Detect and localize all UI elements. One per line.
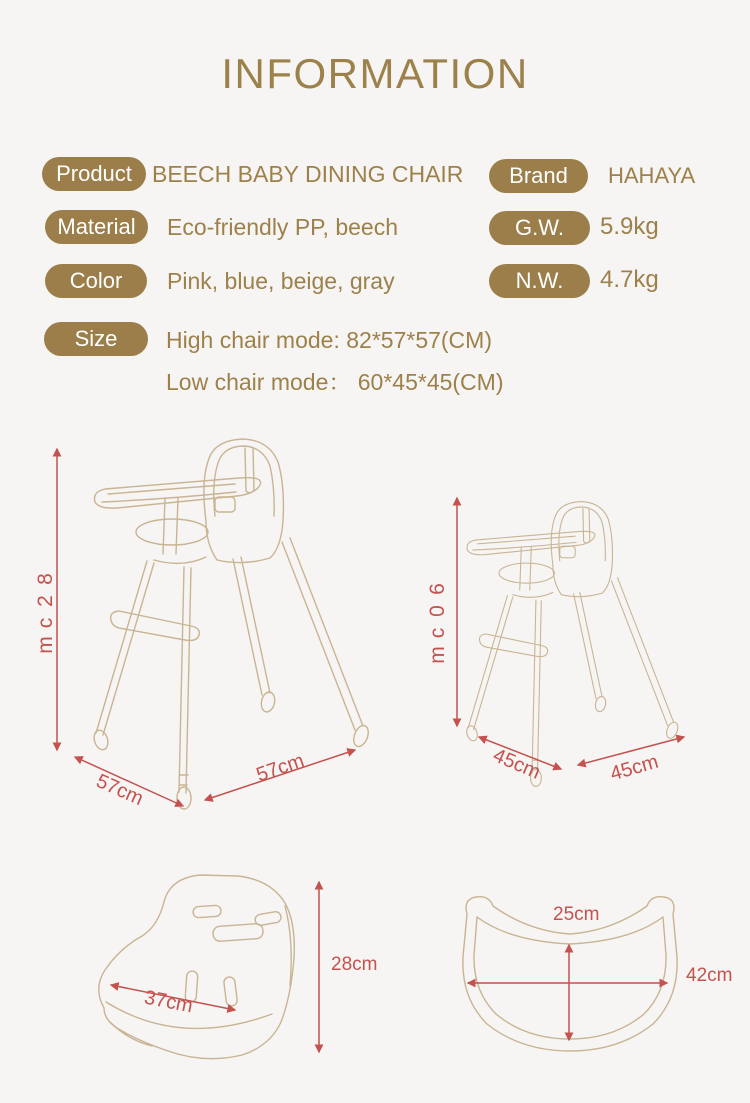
size-badge-label: Size — [74, 326, 118, 351]
color-badge-label: Color — [69, 268, 123, 293]
material-value: Eco-friendly PP, beech — [167, 214, 398, 240]
low-chair-height-label: 6 0 c m — [426, 583, 449, 664]
gross-weight-badge-label: G.W. — [515, 215, 564, 240]
cushion-drawing — [99, 875, 295, 1059]
page-title: INFORMATION — [221, 50, 529, 97]
brand-badge-label: Brand — [509, 163, 568, 188]
low-chair-depth-label: 45cm — [489, 744, 544, 784]
brand-value: HAHAYA — [608, 163, 696, 188]
net-weight-badge-label: N.W. — [515, 268, 564, 293]
tray-width-label: 42cm — [686, 965, 733, 986]
high-chair-depth-label: 57cm — [92, 770, 147, 811]
cushion-height-label: 28cm — [331, 954, 378, 975]
cushion-width-label: 37cm — [142, 986, 195, 1018]
product-badge-label: Product — [56, 161, 132, 186]
high-chair-height-label: 8 2 c m — [34, 573, 57, 654]
size-value-line2: Low chair mode： 60*45*45(CM) — [166, 369, 504, 395]
net-weight-value: 4.7kg — [600, 266, 659, 293]
product-value: BEECH BABY DINING CHAIR — [152, 161, 464, 187]
size-value-line1: High chair mode: 82*57*57(CM) — [166, 327, 492, 353]
color-value: Pink, blue, beige, gray — [167, 268, 395, 294]
low-chair-width-label: 45cm — [607, 750, 661, 786]
material-badge-label: Material — [57, 214, 136, 239]
tray-depth-label: 25cm — [553, 904, 600, 925]
high-chair-drawing — [92, 439, 371, 809]
high-chair-width-label: 57cm — [253, 749, 307, 787]
gross-weight-value: 5.9kg — [600, 213, 659, 240]
